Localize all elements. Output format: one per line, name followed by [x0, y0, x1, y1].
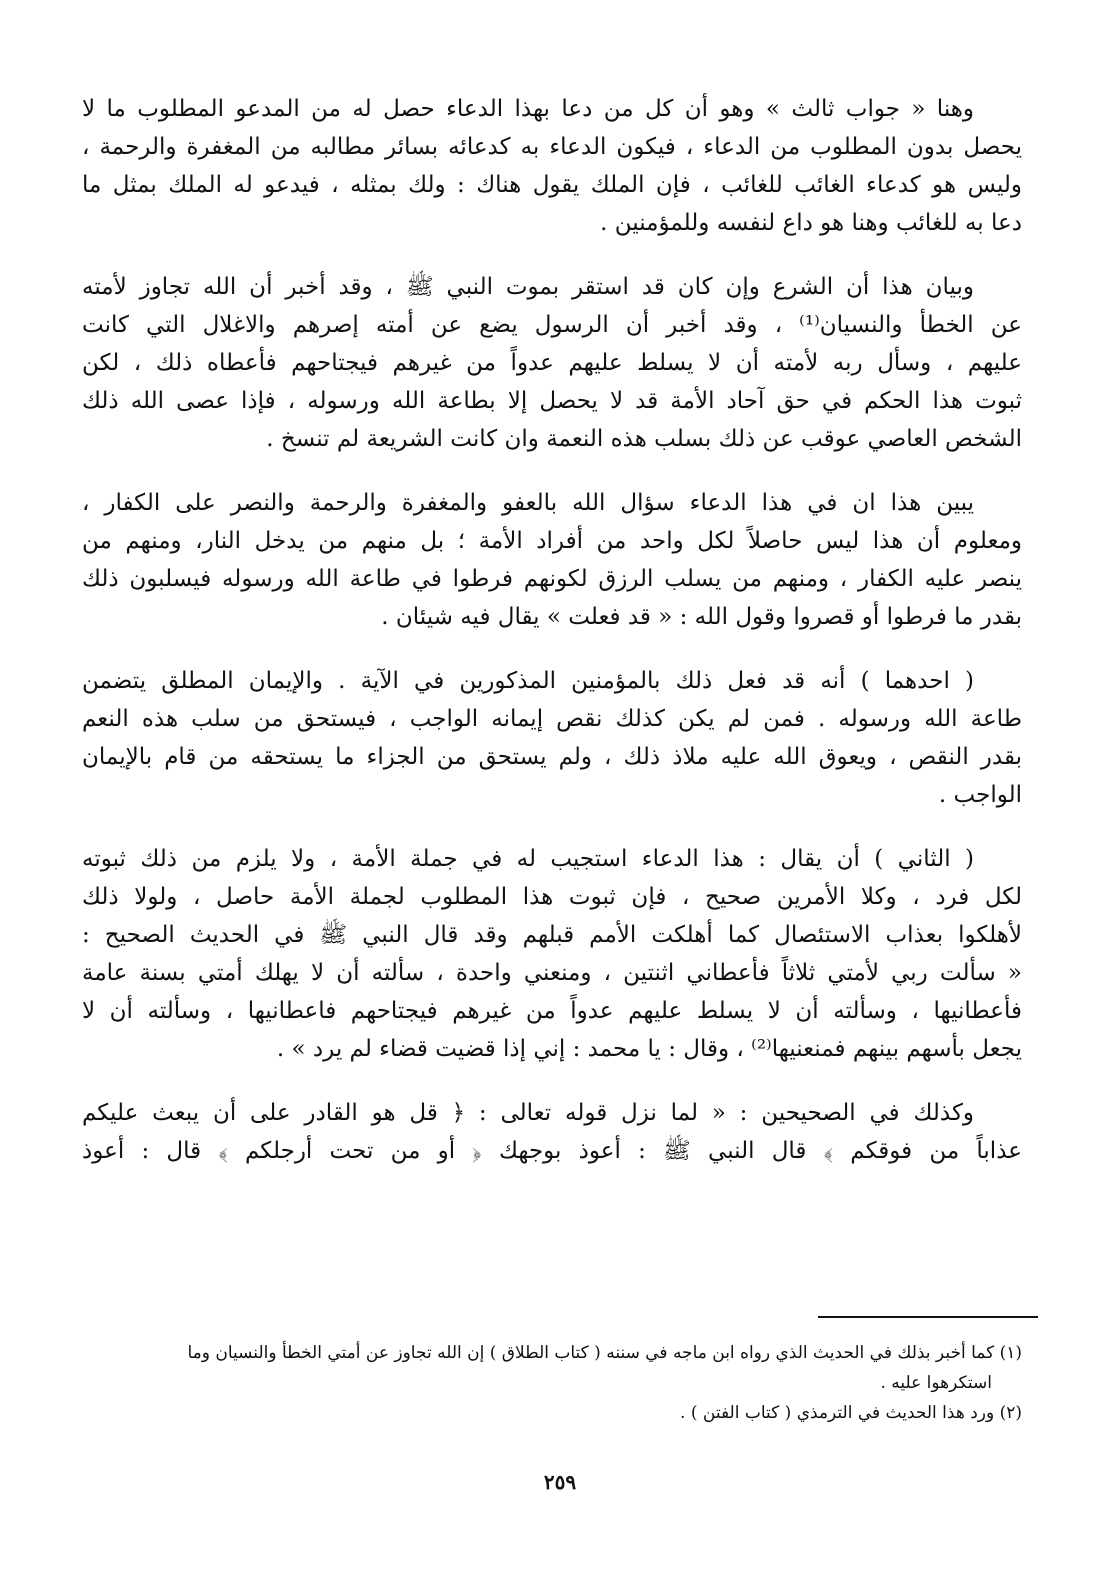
text-line: وهنا « جواب ثالث » وهو أن كل من دعا بهذا الدعاء حصل له من المدعو المطلوب ما لا — [82, 96, 974, 122]
text-line: ( احدهما ) أنه قد فعل ذلك بالمؤمنين المذكورين في الآية . والإيمان المطلق يتضمن — [82, 668, 974, 694]
text-line: عن الخطأ والنسيان⁽¹⁾ ، وقد أخبر أن الرسول يضع عن أمته إصرهم والاغلال التي كانت — [82, 312, 1022, 338]
text-line: الشخص العاصي عوقب عن ذلك بسلب هذه النعمة وان كانت الشريعة لم تنسخ . — [266, 426, 1022, 452]
text-line: فأعطانيها ، وسألته أن لا يسلط عليهم عدواً من غيرهم فيجتاحهم فاعطانيها ، وسألته أن لا — [82, 998, 1022, 1024]
text-line: ومعلوم أن هذا ليس حاصلاً لكل واحد من أفراد الأمة ؛ بل منهم من يدخل النار، ومنهم من — [82, 528, 1022, 554]
footnotes — [82, 1338, 1022, 1428]
paragraph-6 — [82, 1094, 1022, 1170]
text-line: عليهم ، وسأل ربه لأمته أن لا يسلط عليهم عدواً من غيرهم فيجتاحهم فأعطاه ذلك ، لكن — [82, 350, 1022, 376]
paragraph-4 — [82, 662, 1022, 814]
text-line: الواجب . — [938, 782, 1022, 808]
text-line: وليس هو كدعاء الغائب للغائب ، فإن الملك يقول هناك : ولك بمثله ، فيدعو له الملك بمثل ما — [82, 172, 1022, 198]
footnote-1-continuation: استكرهوا عليه . — [880, 1373, 992, 1393]
text-line: ينصر عليه الكفار ، ومنهم من يسلب الرزق لكونهم فرطوا في طاعة الله ورسوله فيسلبون ذلك — [82, 566, 1022, 592]
text-line: ثبوت هذا الحكم في حق آحاد الأمة قد لا يحصل إلا بطاعة الله ورسوله ، فإذا عصى الله ذلك — [82, 388, 1022, 414]
main-text — [82, 90, 1022, 1196]
paragraph-5 — [82, 840, 1022, 1068]
text-line: بقدر ما فرطوا أو قصروا وقول الله : « قد فعلت » يقال فيه شيئان . — [381, 604, 1022, 630]
text-line: يحصل بدون المطلوب من الدعاء ، فيكون الدعاء به كدعائه بسائر مطالبه من المغفرة والرحمة ، — [82, 134, 1022, 160]
text-line: « سألت ربي لأمتي ثلاثاً فأعطاني اثنتين ، ومنعني واحدة ، سألته أن لا يهلك أمتي بسنة عامة — [82, 960, 1022, 986]
footnote-separator — [818, 1316, 1038, 1318]
text-line: دعا به للغائب وهنا هو داع لنفسه وللمؤمنين . — [600, 210, 1022, 236]
footnote-1: (١) كما أخبر بذلك في الحديث الذي رواه ابن ماجه في سننه ( كتاب الطلاق ) إن الله تجاوز عن أمتي الخطأ والنسيان وما — [187, 1343, 1022, 1363]
text-line: وكذلك في الصحيحين : « لما نزل قوله تعالى : ﴿ قل هو القادر على أن يبعث عليكم — [82, 1100, 974, 1126]
text-line: بقدر النقص ، ويعوق الله عليه ملاذ ذلك ، ولم يستحق من الجزاء ما يستحقه من قام بالإيمان — [82, 744, 1022, 770]
text-line: لكل فرد ، وكلا الأمرين صحيح ، فإن ثبوت هذا المطلوب لجملة الأمة حاصل ، ولولا ذلك — [82, 884, 1022, 910]
text-line: ( الثاني ) أن يقال : هذا الدعاء استجيب له في جملة الأمة ، ولا يلزم من ذلك ثبوته — [82, 846, 974, 872]
text-line: لأهلكوا بعذاب الاستئصال كما أهلكت الأمم قبلهم وقد قال النبي ﷺ في الحديث الصحيح : — [82, 922, 1022, 948]
text-line: وبيان هذا أن الشرع وإن كان قد استقر بموت النبي ﷺ ، وقد أخبر أن الله تجاوز لأمته — [82, 274, 974, 300]
page-number: ٢٥٩ — [543, 1470, 577, 1494]
text-line: عذاباً من فوقكم ﴾ قال النبي ﷺ : أعوذ بوجهك ﴿ أو من تحت أرجلكم ﴾ قال : أعوذ — [82, 1138, 1022, 1164]
paragraph-3 — [82, 484, 1022, 636]
text-line: يبين هذا ان في هذا الدعاء سؤال الله بالعفو والمغفرة والرحمة والنصر على الكفار ، — [82, 490, 974, 516]
text-line: طاعة الله ورسوله . فمن لم يكن كذلك نقص إيمانه الواجب ، فيستحق من سلب هذه النعم — [82, 706, 1022, 732]
paragraph-2 — [82, 268, 1022, 458]
text-line: يجعل بأسهم بينهم فمنعنيها⁽²⁾ ، وقال : يا محمد : إني إذا قضيت قضاء لم يرد » . — [276, 1036, 1022, 1062]
footnote-2: (٢) ورد هذا الحديث في الترمذي ( كتاب الفتن ) . — [680, 1403, 1022, 1423]
paragraph-1 — [82, 90, 1022, 242]
